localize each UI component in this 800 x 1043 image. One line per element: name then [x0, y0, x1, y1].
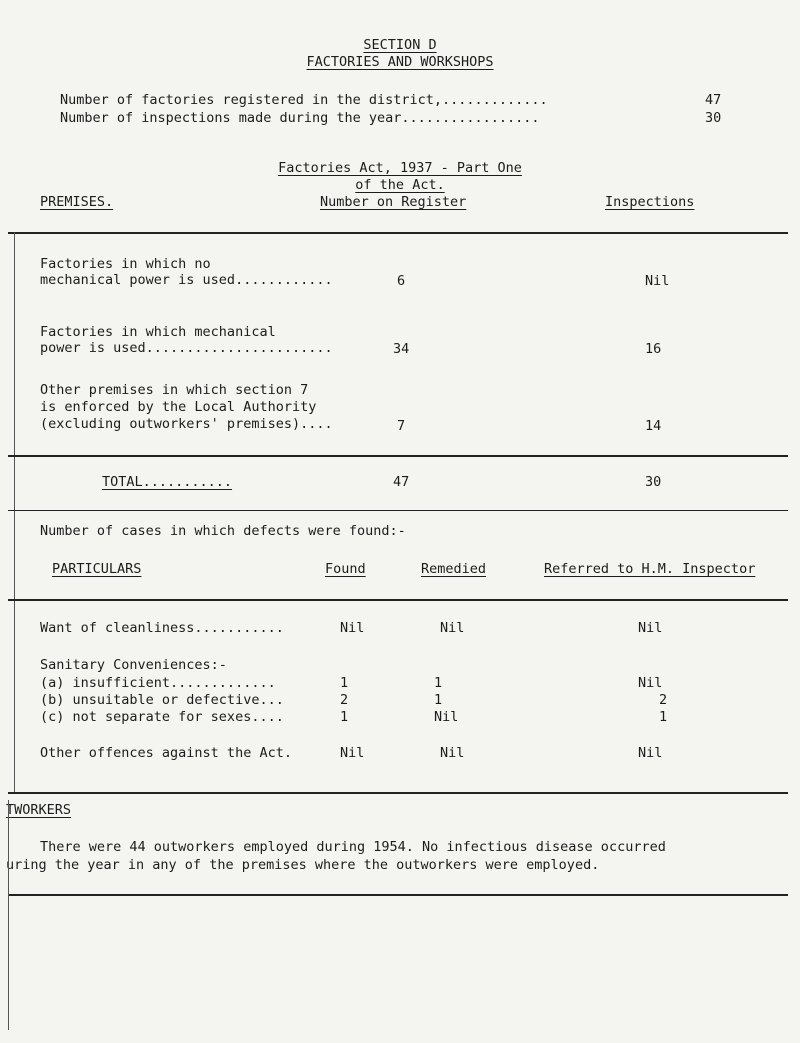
table-rule	[8, 510, 788, 511]
premises-row-inspections: 16	[645, 341, 662, 357]
remedied-column-header: Remedied	[421, 561, 487, 577]
premises-row-label: Factories in which no mechanical power is used............	[40, 256, 333, 288]
table-rule	[8, 894, 788, 896]
total-label: TOTAL...........	[102, 474, 233, 490]
factories-count-value: 47	[705, 92, 722, 108]
particulars-column-header: PARTICULARS	[52, 561, 142, 577]
table-rule	[8, 455, 788, 457]
outworkers-text-line2: uring the year in any of the premises where the outworkers were employed.	[6, 857, 600, 873]
want-of-cleanliness-found: Nil	[340, 620, 365, 636]
sanitary-row-found: 1	[340, 675, 349, 691]
premises-row-register: 7	[397, 418, 406, 434]
want-of-cleanliness-remedied: Nil	[440, 620, 465, 636]
sanitary-row-found: 2	[340, 692, 349, 708]
act-title: Factories Act, 1937 - Part One	[278, 160, 522, 176]
want-of-cleanliness-label: Want of cleanliness...........	[40, 620, 284, 636]
factories-count-label: Number of factories registered in the district,.............	[60, 92, 548, 108]
left-margin-line	[8, 800, 9, 1030]
other-offences-referred: Nil	[638, 745, 663, 761]
inspections-count-label: Number of inspections made during the year.................	[60, 110, 540, 126]
want-of-cleanliness-referred: Nil	[638, 620, 663, 636]
table-rule	[8, 599, 788, 601]
other-offences-remedied: Nil	[440, 745, 465, 761]
sanitary-row-label: (b) unsuitable or defective...	[40, 692, 284, 708]
defects-intro: Number of cases in which defects were found:-	[40, 523, 406, 539]
page-title: FACTORIES AND WORKSHOPS	[306, 54, 494, 70]
sanitary-row-label: (a) insufficient.............	[40, 675, 276, 691]
sanitary-row-remedied: Nil	[434, 709, 459, 725]
other-offences-found: Nil	[340, 745, 365, 761]
sanitary-row-referred: 1	[659, 709, 668, 725]
other-offences-label: Other offences against the Act.	[40, 745, 292, 761]
referred-column-header: Referred to H.M. Inspector	[544, 561, 756, 577]
premises-row-register: 6	[397, 273, 406, 289]
total-register: 47	[393, 474, 410, 490]
sanitary-row-referred: 2	[659, 692, 668, 708]
premises-row-label: Other premises in which section 7 is enforced by the Local Authority (excluding outworkers' premises)....	[40, 382, 333, 432]
sanitary-row-found: 1	[340, 709, 349, 725]
total-inspections: 30	[645, 474, 662, 490]
inspections-count-value: 30	[705, 110, 722, 126]
table-rule	[8, 232, 788, 234]
sanitary-row-referred: Nil	[638, 675, 663, 691]
inspections-column-header: Inspections	[605, 194, 695, 210]
premises-row-inspections: 14	[645, 418, 662, 434]
sanitary-row-label: (c) not separate for sexes....	[40, 709, 284, 725]
found-column-header: Found	[325, 561, 366, 577]
premises-row-inspections: Nil	[645, 273, 670, 289]
outworkers-heading: TWORKERS	[6, 802, 72, 818]
premises-row-label: Factories in which mechanical power is used.......................	[40, 324, 333, 356]
table-rule	[8, 792, 788, 794]
premises-row-register: 34	[393, 341, 410, 357]
sanitary-row-remedied: 1	[434, 692, 443, 708]
premises-column-header: PREMISES.	[40, 194, 114, 210]
sanitary-conveniences-heading: Sanitary Conveniences:-	[40, 657, 227, 673]
sanitary-row-remedied: 1	[434, 675, 443, 691]
outworkers-text-line1: There were 44 outworkers employed during 1954. No infectious disease occurred	[40, 839, 666, 855]
act-title-subline: of the Act.	[355, 177, 445, 193]
section-heading: SECTION D	[363, 37, 437, 53]
register-column-header: Number on Register	[320, 194, 467, 210]
left-margin-line	[14, 232, 15, 792]
